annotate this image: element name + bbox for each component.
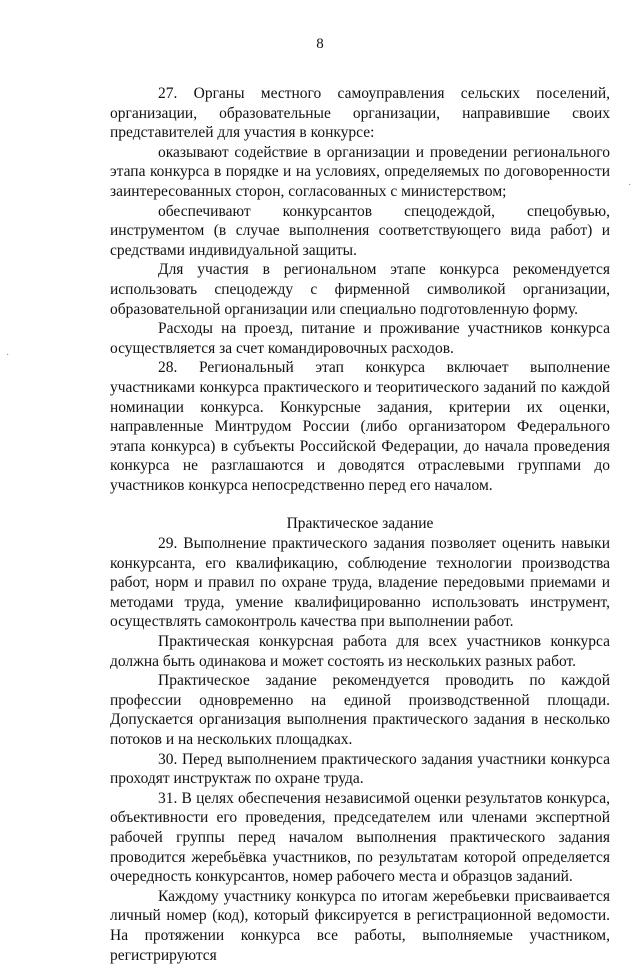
paragraph: Практическая конкурсная работа для всех участников конкурса должна быть одинакова и может состоять из нескольких разных работ. <box>110 633 610 670</box>
paragraph: 30. Перед выполнением практического задания участники конкурса проходят инструктаж по охране труда. <box>110 750 610 788</box>
scan-mark: · <box>628 180 632 191</box>
paragraph: Практическое задание рекомендуется проводить по каждой профессии одновременно на единой производственной площади. Допускается организация выполнения практического задания в несколько потоков и на нескольких площадках. <box>110 672 610 748</box>
paragraph: оказывают содействие в организации и проведении регионального этапа конкурса в порядке и на условиях, определяемых по договоренности заинтересованных сторон, согласованных с министерством; <box>110 143 610 200</box>
paragraph: обеспечивают конкурсантов спецодеждой, спецобувью, инструментом (в случае выполнения соответствующего вида работ) и средствами индивидуальной защиты. <box>110 202 610 259</box>
paragraph: Для участия в региональном этапе конкурса рекомендуется использовать спецодежду с фирменной символикой организации, образовательной организации или специально подготовленную форму. <box>110 261 610 318</box>
paragraph: 31. В целях обеспечения независимой оценки результатов конкурса, объективности его проведения, председателем или членами экспертной рабочей группы перед началом выполнения практического задания проводится жеребьёвка участников, по результатам которой определяется очередность конкурсантов, номер рабочего места и образцов заданий. <box>110 789 610 886</box>
scan-mark: · <box>6 350 10 361</box>
page-number: 8 <box>316 36 324 52</box>
document-body <box>110 84 610 965</box>
paragraph: 28. Региональный этап конкурса включает выполнение участниками конкурса практического и теоритического заданий по каждой номинации конкурса. Конкурсные задания, критерии их оценки, направленные Минтрудом России (либо организатором Федерального этапа конкурса) в субъекты Российской Федерации, до начала проведения конкурса не разглашаются и доводятся отраслевыми группами до участников конкурса непосредственно перед его началом. <box>110 359 610 494</box>
section-heading: Практическое задание <box>286 515 434 533</box>
paragraph: Каждому участнику конкурса по итогам жеребьевки присваивается личный номер (код), который фиксируется в регистрационной ведомости. На протяжении конкурса все работы, выполняемые участником, регистрируются <box>110 887 610 964</box>
paragraph: 29. Выполнение практического задания позволяет оценить навыки конкурсанта, его квалификацию, соблюдение технологии производства работ, норм и правил по охране труда, владение передовыми приемами и методами труда, умение квалифицированно использовать инструмент, осуществлять самоконтроль качества при выполнении работ. <box>110 535 610 631</box>
paragraph: 27. Органы местного самоуправления сельских поселений, организации, образовательные организации, направившие своих представителей для участия в конкурсе: <box>110 85 610 142</box>
paragraph: Расходы на проезд, питание и проживание участников конкурса осуществляется за счет командировочных расходов. <box>110 320 610 357</box>
